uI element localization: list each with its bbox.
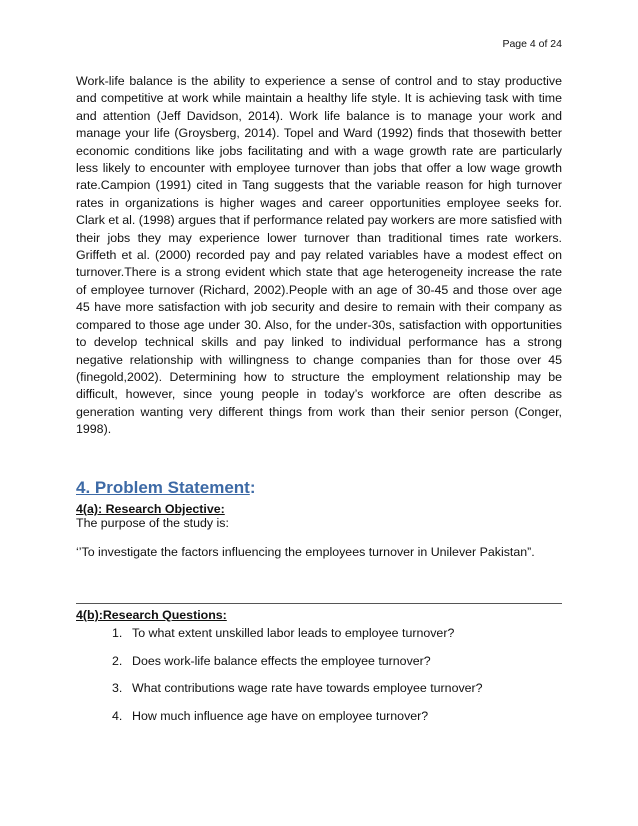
objective-quote: ‘’To investigate the factors influencing the employees turnover in Unilever Pakistan”.	[76, 545, 535, 559]
section-colon: :	[249, 478, 256, 497]
research-questions-heading: 4(b):Research Questions:	[76, 608, 227, 622]
question-text: What contributions wage rate have towards employee turnover?	[132, 681, 483, 695]
page-number: Page 4 of 24	[502, 38, 562, 50]
question-text: To what extent unskilled labor leads to employee turnover?	[132, 626, 455, 640]
list-item	[112, 626, 483, 654]
question-number: 1.	[112, 626, 123, 640]
question-number: 2.	[112, 653, 123, 668]
question-text: How much influence age have on employee turnover?	[132, 708, 429, 723]
list-item	[112, 681, 483, 709]
list-item	[112, 709, 483, 737]
section-title: 4. Problem Statement	[76, 478, 250, 497]
question-number: 4.	[112, 708, 123, 723]
question-text: Does work-life balance effects the employee turnover?	[132, 653, 431, 668]
body-paragraph: Work-life balance is the ability to experience a sense of control and to stay productive and competitive at work while maintain a healthy life style. It is achieving task with time and attention (Jeff Davidson, 2014). Work life balance is to manage your work and manage your life (Groysberg, 2014). Topel and Ward (1992) finds that thosewith better economic conditions like jobs facilitating and with a wage growth rate are particularly less likely to encounter with employee turnover than jobs that offer a low wage growth rate.Campion (1991) cited in Tang suggests that the variable reason for high turnover rates in organizations is higher wages and career opportunities employee seeks for. Clark et al. (1998) argues that if performance related pay workers are more satisfied with their jobs they may experience lower turnover than traditional times rate workers. Griffeth et al. (2000) recorded pay and pay related variables have a modest effect on turnover.There is a strong evident which state that age heterogeneity increase the rate of employee turnover (Richard, 2002).People with an age of 30-45 and those over age 45 have more satisfaction with job security and desire to remain with their company as compared to those age under 30. Also, for the under-30s, satisfaction with opportunities to develop technical skills and pay linked to individual performance has a strong negative relationship with willingness to change companies than for those over 45 (finegold,2002). Determining how to structure the employment relationship may be difficult, however, since young people in today’s workforce are often describe as generation wanting very different things from work than their senior person (Conger, 1998).	[76, 74, 562, 437]
research-objective-heading: 4(a): Research Objective:	[76, 502, 225, 516]
section-heading	[76, 478, 256, 498]
purpose-text: The purpose of the study is:	[76, 516, 229, 530]
horizontal-divider	[76, 603, 562, 604]
list-item	[112, 654, 483, 682]
research-questions-list	[112, 626, 483, 736]
question-number: 3.	[112, 681, 123, 695]
